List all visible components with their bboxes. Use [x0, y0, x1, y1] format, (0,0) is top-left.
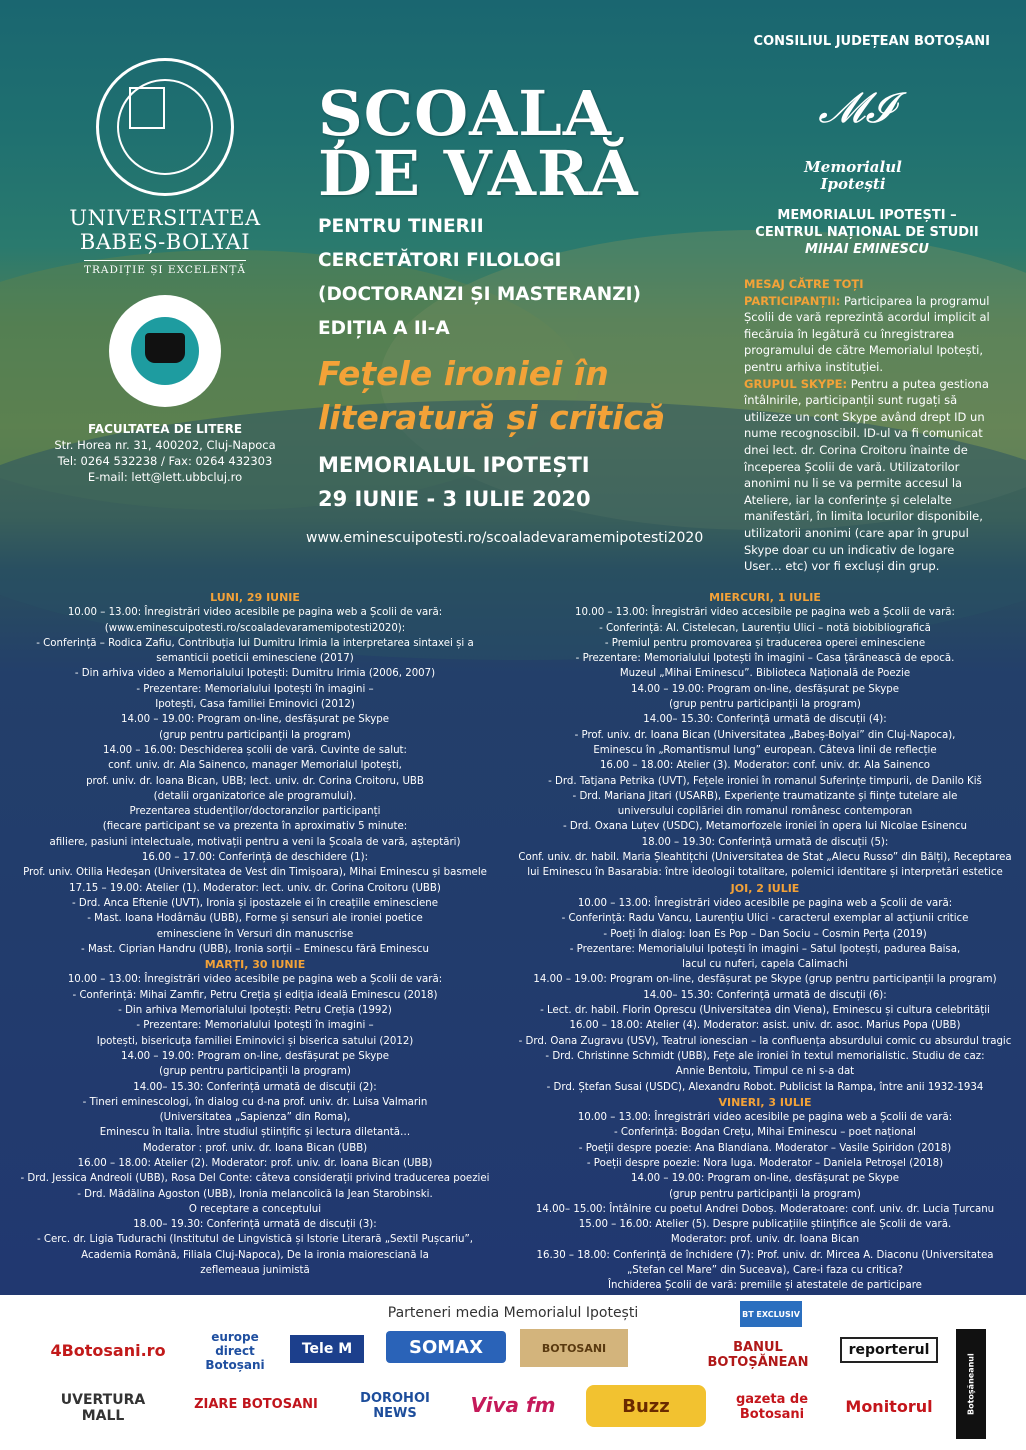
university-column: [40, 58, 290, 485]
program-line: - Prezentare: Memorialului Ipotești în imagini – Satul Ipotești, padurea Baisa,: [569, 943, 961, 955]
program-line: - Poeții despre poezie: Nora Iuga. Moderator – Daniela Petroșel (2018): [586, 1157, 944, 1169]
program-line: 18.00 – 19.30: Conferință urmată de discuții (5):: [641, 836, 889, 848]
partner-logo[interactable]: BANUL BOTOȘĂNEAN: [707, 1340, 809, 1370]
program-line: 10.00 – 13.00: Înregistrări video accesibile pe pagina web a Școlii de vară:: [575, 607, 955, 619]
program-line: 14.00 – 19.00: Program on-line, desfășurat pe Skype: [630, 1173, 900, 1185]
program-line: 14.00 – 19.00: Program on-line, desfășurat pe Skype (grup pentru participanții la program): [533, 974, 997, 986]
program-line: Moderator : prof. univ. dr. Ioana Bican (UBB): [142, 1142, 368, 1154]
partner-logo[interactable]: Monitorul: [845, 1396, 933, 1416]
event-venue-dates: MEMORIALUL IPOTEȘTI 29 IUNIE - 3 IULIE 2020: [318, 453, 591, 511]
program-line: - Tineri eminescologi, în dialog cu d-na prof. univ. dr. Luisa Valmarin: [82, 1096, 428, 1108]
event-title-block: [306, 77, 738, 546]
partner-logo[interactable]: Buzz: [586, 1385, 706, 1427]
program-line: - Din arhiva video a Memorialului Ipotești: Dumitru Irimia (2006, 2007): [74, 668, 436, 680]
program-line: (www.eminescuipotesti.ro/scoaladevaramemipotesti2020):: [104, 622, 406, 634]
program-line: 16.00 – 18.00: Atelier (2). Moderator: prof. univ. dr. Ioana Bican (UBB): [77, 1157, 433, 1169]
faculty-logo: [109, 295, 221, 407]
program-line: - Mast. Ioana Hodârnău (UBB), Forme și sensuri ale ironiei poetice: [87, 913, 423, 925]
program-line: lacul cu nuferi, capela Calimachi: [682, 959, 848, 971]
program-line: (Universitatea „Sapienza” din Roma),: [159, 1112, 351, 1124]
program-line: - Drd. Jessica Andreoli (UBB), Rosa Del Conte: câteva considerații privind traducerea poeziei: [20, 1173, 490, 1185]
partner-logo[interactable]: gazeta de Botosani: [735, 1392, 809, 1422]
program-line: 16.30 – 18.00: Conferință de închidere (7): Prof. univ. dr. Mircea A. Diaconu (Universitatea: [536, 1249, 994, 1261]
program-line: Moderator: prof. univ. dr. Ioana Bican: [670, 1234, 860, 1246]
partner-logo[interactable]: SOMAX: [386, 1331, 506, 1363]
program-line: - Conferință: Mihai Zamfir, Petru Creția și ediția ideală Eminescu (2018): [72, 989, 438, 1001]
program-line: - Drd. Mariana Jitari (USARB), Experiențe traumatizante și ființe tutelare ale: [572, 790, 958, 802]
partner-logo[interactable]: 4Botosani.ro: [50, 1340, 166, 1360]
program-line: - Prezentare: Memorialului Ipotești în imagini –: [136, 1020, 374, 1032]
program-line: - Lect. dr. habil. Florin Oprescu (Universitatea din Viena), Eminescu și cultura celebrității: [540, 1005, 990, 1017]
program-day-heading: MIERCURI, 1 IULIE: [709, 591, 821, 604]
program-line: - Conferință: Radu Vancu, Laurențiu Ulici - caracterul exemplar al acțiunii critice: [561, 913, 969, 925]
program-line: - Drd. Mădălina Agoston (UBB), Ironia melancolică la Jean Starobinski.: [77, 1188, 433, 1200]
program-line: semanticii poeticii eminesciene (2017): [156, 653, 354, 665]
program-line: - Prezentare: Memorialului Ipotești în imagini –: [136, 683, 374, 695]
program-line: prof. univ. dr. Ioana Bican, UBB; lect. univ. dr. Corina Croitoru, UBB: [86, 775, 424, 787]
program-line: Eminescu în Italia. Între studiul științific și lectura diletantă…: [99, 1127, 411, 1139]
program-day-heading: VINERI, 3 IULIE: [718, 1095, 812, 1109]
program-left-column: [8, 590, 502, 1278]
program-line: 17.15 – 19.00: Atelier (1). Moderator: lect. univ. dr. Corina Croitoru (UBB): [69, 882, 441, 894]
program-line: - Poeți în dialog: Ioan Es Pop – Dan Sociu – Cosmin Perța (2019): [603, 928, 927, 940]
program-line: - Drd. Oxana Luțev (USDC), Metamorfozele ironiei în opera lui Nicolae Esinencu: [563, 821, 967, 833]
program-line: 10.00 – 13.00: Înregistrări video acesibile pe pagina web a Școlii de vară:: [577, 1112, 953, 1124]
partner-logo[interactable]: BT EXCLUSIV: [740, 1301, 802, 1327]
program-line: Muzeul „Mihai Eminescu”. Biblioteca Națională de Poezie: [619, 668, 911, 680]
program-line: Annie Bentoiu, Timpul ce ni s-a dat: [675, 1066, 855, 1078]
event-title: ȘCOALA DE VARĂ: [318, 77, 639, 210]
partner-logo[interactable]: Botoșăneanul: [956, 1329, 986, 1439]
program-line: eminesciene în Versuri din manuscrise: [156, 928, 354, 940]
memorial-logo: 𝓜𝓘: [818, 83, 894, 132]
university-name: UNIVERSITATEA BABEȘ-BOLYAI: [69, 206, 261, 254]
program-line: - Mast. Ciprian Handru (UBB), Ironia sorții – Eminescu fără Eminescu: [81, 943, 429, 955]
program-line: Conf. univ. dr. habil. Maria Șleahtițchi (Universitatea de Stat „Alecu Russo” din Bălți), Receptarea: [518, 852, 1012, 864]
event-subtitle: PENTRU TINERII CERCETĂTORI FILOLOGI (DOCTORANZI ȘI MASTERANZI) EDIȚIA A II-A: [318, 216, 642, 339]
program-line: - Premiul pentru promovarea și traducerea operei eminesciene: [604, 637, 926, 649]
event-url[interactable]: www.eminescuipotesti.ro/scoaladevaramemipotesti2020: [306, 530, 704, 546]
program-line: zeflemeaua junimistă: [200, 1265, 310, 1277]
program-line: - Drd. Oana Zugravu (USV), Teatrul ionescian – la confluența absurdului comic cu absurdul tragic: [518, 1035, 1012, 1047]
program-line: - Conferință – Rodica Zafiu, Contribuția lui Dumitru Irimia la interpretarea sintaxei și a: [36, 637, 474, 649]
program-line: (grup pentru participanții la program): [159, 729, 351, 741]
participants-message: MESAJ CĂTRE TOȚI PARTICIPANȚII: Participarea la programul Școlii de vară reprezintă acordul implicit al fiecăruia în legătură cu înregistrarea programului de către Memorialul Ipotești, pentru arhiva instituției. GRUPUL SKYPE: Pentru a putea gestiona întâlnirile, participanții sunt rugați să utilizeze un cont Skype având drept ID un nume recognoscibil. ID-ul va fi comunicat dnei lect. dr. Corina Croitoru înainte de începerea Școlii de vară. Utilizatorilor anonimi nu li se va permite accesul la Ateliere, iar la conferințe și celelalte manifestări, în limita locurilor disponibile, utilizatorii anonimi (care apar în grupul Skype doar cu un indicativ de logare User… etc) vor fi excluși din grup.: [744, 277, 990, 574]
program-line: - Drd. Ștefan Susai (USDC), Alexandru Robot. Publicist la Rampa, între anii 1932-1934: [546, 1081, 984, 1093]
program-line: - Conferință: Al. Cistelecan, Laurențiu Ulici – notă biobibliografică: [599, 622, 931, 634]
program-line: Eminescu în „Romantismul lung” european. Câteva linii de reflecție: [593, 744, 937, 756]
partner-logo[interactable]: europe direct Botoșani: [205, 1330, 265, 1372]
partner-logo[interactable]: Tele M: [290, 1335, 364, 1363]
program-line: (detalii organizatorice ale programului).: [153, 790, 357, 802]
partner-logo[interactable]: DOROHOI NEWS: [360, 1391, 430, 1421]
program-line: 14.00 – 19.00: Program on-line, desfășurat pe Skype: [630, 683, 900, 695]
program-line: 14.00 – 16.00: Deschiderea școlii de vară. Cuvinte de salut:: [103, 744, 407, 756]
program-line: lui Eminescu în Basarabia: între ideologii totalitare, polemici identitare și interpretări estetice: [527, 867, 1003, 879]
program-line: „Stefan cel Mare” din Suceava), Care-i faza cu critica?: [627, 1265, 903, 1277]
university-seal: [96, 58, 234, 196]
program-line: (fiecare participant se va prezenta în aproximativ 5 minute:: [102, 821, 408, 833]
memorial-logo-name: Memorialul Ipotești: [804, 158, 902, 193]
program-line: Ipotești, Casa familiei Eminovici (2012): [155, 699, 355, 711]
program-line: 16.00 – 17.00: Conferință de deschidere (1):: [141, 852, 369, 864]
program-line: (grup pentru participanții la program): [159, 1066, 351, 1078]
program-line: O receptare a conceptului: [188, 1203, 322, 1215]
program-line: Prezentarea studenților/doctoranzilor participanți: [129, 806, 381, 818]
partner-logo[interactable]: UVERTURA MALL: [60, 1392, 146, 1424]
program-line: 14.00– 15.30: Conferință urmată de discuții (2):: [133, 1081, 377, 1093]
program-line: 14.00– 15.30: Conferință urmată de discuții (4):: [643, 714, 887, 726]
program-line: 10.00 – 13.00: Înregistrări video acesibile pe pagina web a Școlii de vară:: [67, 974, 443, 986]
program-line: - Drd. Christinne Schmidt (UBB), Fețe ale ironiei în textul memorialistic. Studiu de caz:: [545, 1050, 985, 1062]
book-icon: [129, 87, 165, 129]
program-line: 18.00– 19.30: Conferință urmată de discuții (3):: [133, 1219, 377, 1231]
media-partners: [0, 1295, 1026, 1450]
program-day-heading: LUNI, 29 IUNIE: [210, 591, 300, 604]
program-line: 10.00 – 13.00: Înregistrări video acesibile pe pagina web a Școlii de vară:: [577, 897, 953, 909]
program-line: conf. univ. dr. Ala Sainenco, manager Memorialul Ipotești,: [108, 760, 402, 772]
program-line: 14.00 – 19.00: Program on-line, desfășurat pe Skype: [120, 1050, 390, 1062]
program-line: (grup pentru participanții la program): [669, 1188, 861, 1200]
program-line: - Din arhiva Memorialului Ipotești: Petru Creția (1992): [118, 1005, 392, 1017]
program-line: - Poeții despre poezie: Ana Blandiana. Moderator – Vasile Spiridon (2018): [578, 1142, 952, 1154]
program-line: universului copilăriei din romanul românesc contemporan: [617, 806, 913, 818]
program-line: - Cerc. dr. Ligia Tudurachi (Institutul de Lingvistică și Istorie Literară „Sextil Pușcariu”,: [36, 1234, 474, 1246]
program-line: 15.00 – 16.00: Atelier (5). Despre publicațiile științifice ale Școlii de vară.: [578, 1219, 952, 1231]
program-line: 16.00 – 18.00: Atelier (4). Moderator: asist. univ. dr. asoc. Marius Popa (UBB): [569, 1020, 961, 1032]
partner-logo[interactable]: Viva fm: [470, 1393, 556, 1417]
council-name: CONSILIUL JUDEȚEAN BOTOȘANI: [753, 34, 990, 49]
program-line: - Drd. Tatjana Petrika (UVT), Fețele ironiei în romanul Suferințe timpurii, de Danilo Kiš: [548, 775, 982, 787]
memorial-column: [744, 34, 990, 575]
program-line: Închiderea Școlii de vară: premiile și atestatele de participare: [608, 1280, 922, 1292]
program-day-heading: MARȚI, 30 IUNIE: [204, 958, 306, 972]
program-line: - Conferință: Bogdan Crețu, Mihai Eminescu – poet național: [613, 1127, 917, 1139]
program-line: 10.00 – 13.00: Înregistrări video acesibile pe pagina web a Școlii de vară:: [67, 607, 443, 619]
memorial-full-name: MEMORIALUL IPOTEȘTI – CENTRUL NAȚIONAL DE STUDII MIHAI EMINESCU: [755, 208, 979, 257]
program-line: - Prof. univ. dr. Ioana Bican (Universitatea „Babeș-Bolyai” din Cluj-Napoca),: [574, 729, 956, 741]
university-tagline: TRADIȚIE ȘI EXCELENȚĂ: [84, 260, 246, 276]
program-line: Ipotești, bisericuța familiei Eminovici și biserica satului (2012): [96, 1035, 414, 1047]
program-line: Academia Română, Filiala Cluj-Napoca), De la ironia maioresciană la: [81, 1249, 429, 1261]
faculty-contact: FACULTATEA DE LITERE Str. Horea nr. 31, 400202, Cluj-Napoca Tel: 0264 532238 / Fax: 0264 432303 E-mail: lett@lett.ubbcluj.ro: [54, 422, 276, 484]
program-line: 16.00 – 18.00: Atelier (3). Moderator: conf. univ. dr. Ala Sainenco: [599, 760, 931, 772]
program-line: 14.00– 15.00: Întâlnire cu poetul Andrei Doboș. Moderatoare: conf. univ. dr. Lucia Țurcanu: [535, 1203, 995, 1215]
program-line: 14.00– 15.30: Conferință urmată de discuții (6):: [643, 989, 887, 1001]
program-line: Prof. univ. Otilia Hedeșan (Universitatea de Vest din Timișoara), Mihai Eminescu și basmele: [23, 867, 487, 879]
program-day-heading: JOI, 2 IULIE: [730, 881, 800, 895]
program-line: afiliere, pasiuni intelectuale, motivații pentru a veni la Școala de vară, așteptări): [49, 836, 461, 848]
program-line: - Prezentare: Memorialului Ipotești în imagini – Casa țărănească de epocă.: [575, 653, 955, 665]
program-right-column: [510, 590, 1020, 1294]
partners-title: Parteneri media Memorialul Ipotești: [387, 1305, 639, 1321]
program-line: 14.00 – 19.00: Program on-line, desfășurat pe Skype: [120, 714, 390, 726]
partner-logo[interactable]: reporterul: [840, 1337, 938, 1363]
program-line: (grup pentru participanții la program): [669, 699, 861, 711]
partner-logo[interactable]: BOTOSANI: [520, 1329, 628, 1367]
partner-logo[interactable]: ZIARE BOTOSANI: [194, 1396, 318, 1412]
open-book-icon: [145, 333, 185, 363]
event-theme: Fețele ironiei în literatură și critică: [318, 354, 666, 437]
program-line: - Drd. Anca Eftenie (UVT), Ironia și ipostazele ei în creațiile eminesciene: [72, 897, 438, 909]
